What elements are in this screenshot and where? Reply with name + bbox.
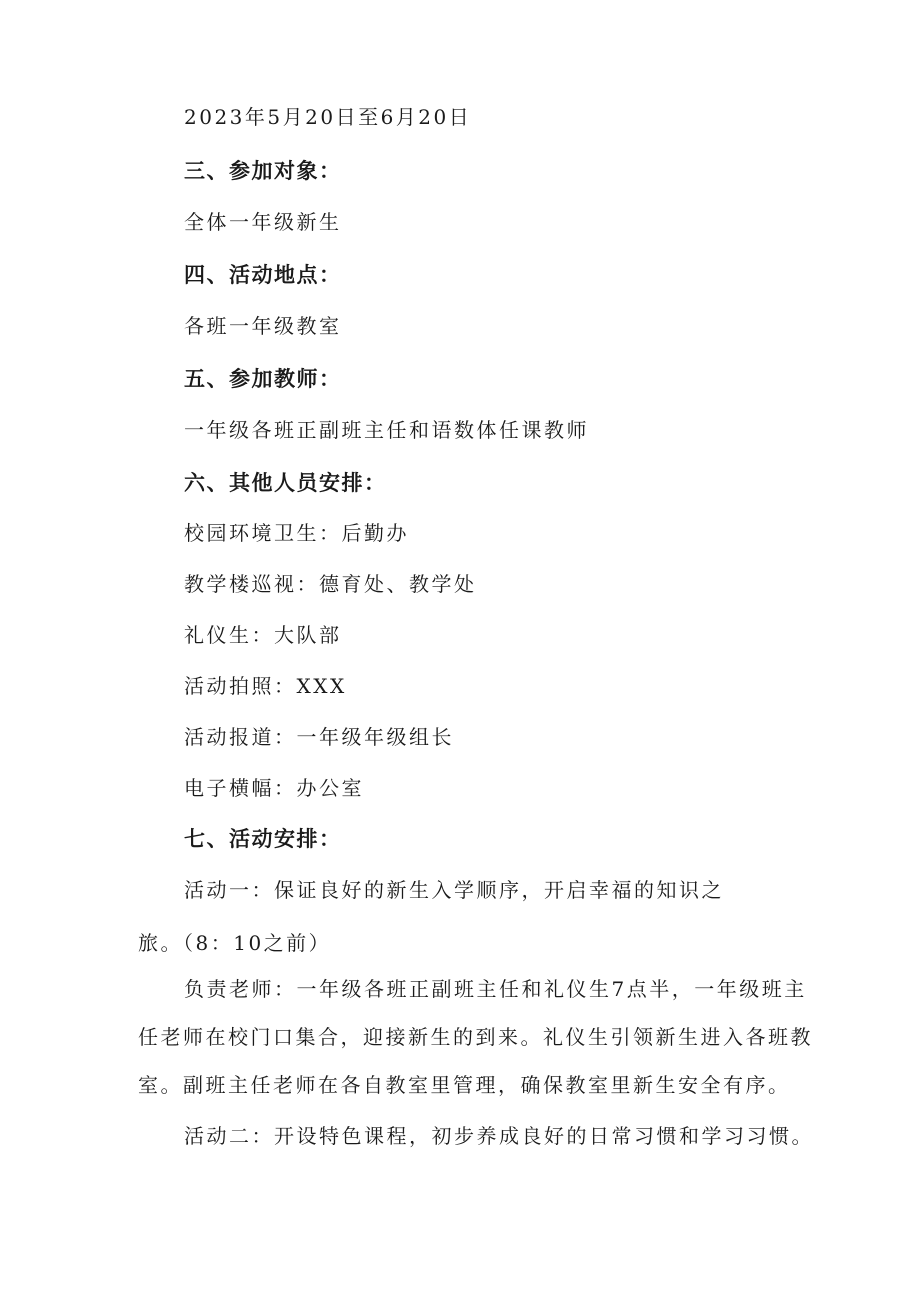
staff-item-etiquette: 礼仪生：大队部	[184, 623, 342, 647]
date-range: 2023年5月20日至6月20日	[184, 105, 472, 129]
participants-text: 全体一年级新生	[184, 210, 342, 234]
activity1-line2: 旅。（8：10之前）	[138, 931, 332, 955]
staff-item-photo: 活动拍照：XXX	[184, 674, 347, 698]
section-heading-teachers: 五、参加教师：	[184, 367, 342, 391]
responsible-line3: 室。副班主任老师在各自教室里管理，确保教室里新生安全有序。	[138, 1073, 791, 1097]
staff-item-report: 活动报道：一年级年级组长	[184, 725, 454, 749]
section-heading-location: 四、活动地点：	[184, 263, 342, 287]
responsible-line1: 负责老师：一年级各班正副班主任和礼仪生7点半，一年级班主	[184, 977, 807, 1001]
section-heading-participants: 三、参加对象：	[184, 159, 342, 183]
staff-item-banner: 电子横幅：办公室	[184, 776, 364, 800]
staff-item-patrol: 教学楼巡视：德育处、教学处	[184, 572, 477, 596]
section-heading-other-staff: 六、其他人员安排：	[184, 471, 387, 495]
section-heading-schedule: 七、活动安排：	[184, 827, 342, 851]
teachers-text: 一年级各班正副班主任和语数体任课教师	[184, 418, 589, 442]
staff-item-cleaning: 校园环境卫生：后勤办	[184, 521, 409, 545]
activity1-line1: 活动一：保证良好的新生入学顺序，开启幸福的知识之	[184, 878, 724, 902]
location-text: 各班一年级教室	[184, 314, 342, 338]
activity2-text: 活动二：开设特色课程，初步养成良好的日常习惯和学习习惯。	[184, 1124, 814, 1148]
responsible-line2: 任老师在校门口集合，迎接新生的到来。礼仪生引领新生进入各班教	[138, 1025, 813, 1049]
